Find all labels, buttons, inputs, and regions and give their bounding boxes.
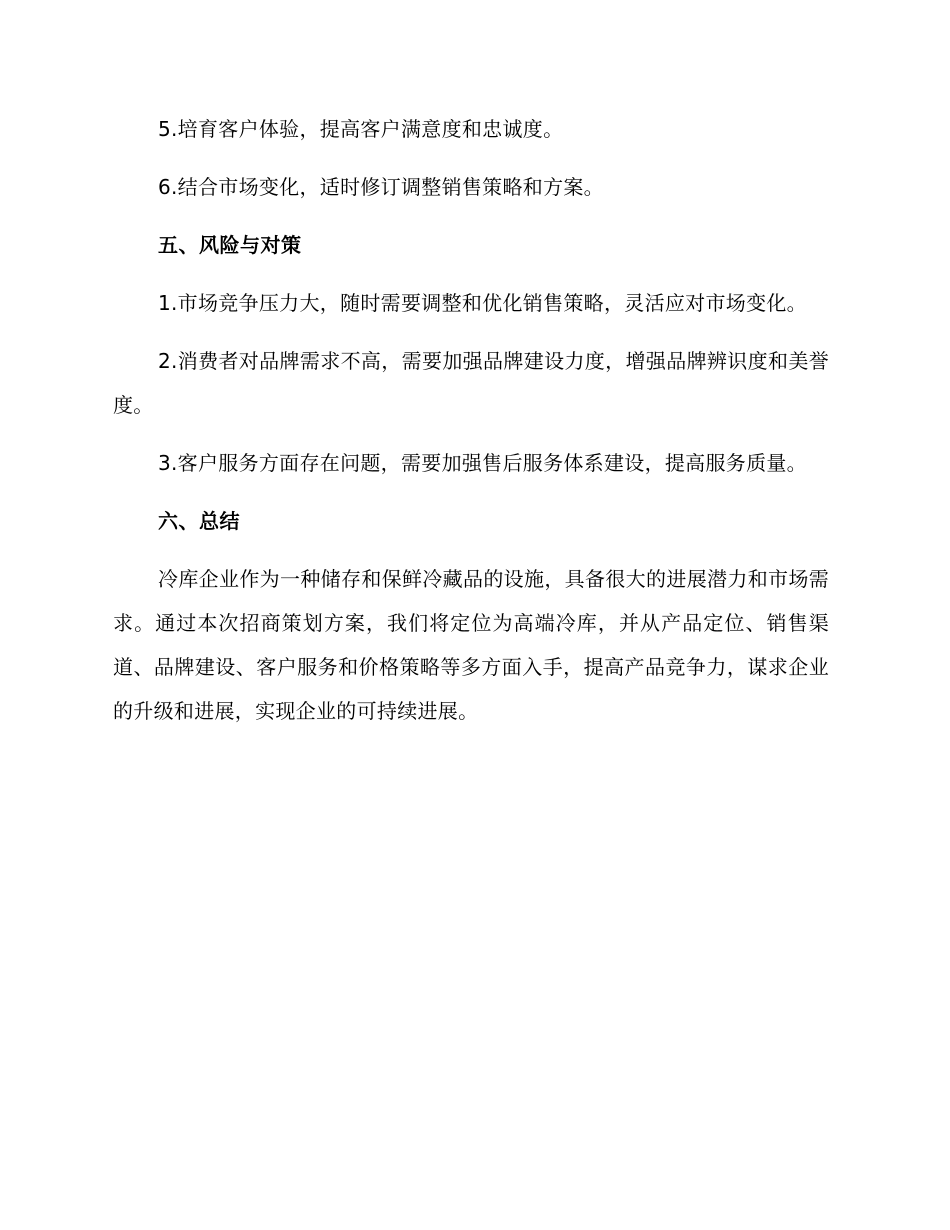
risk-item-1: 1.市场竞争压力大，随时需要调整和优化销售策略，灵活应对市场变化。 [158,291,807,315]
risk-item-2: 2.消费者对品牌需求不高，需要加强品牌建设力度，增强品牌辨识度和美誉度。 [113,349,829,417]
list-item-5: 5.培育客户体验，提高客户满意度和忠诚度。 [158,117,564,141]
list-item-6: 6.结合市场变化，适时修订调整销售策略和方案。 [158,175,604,199]
section-heading-summary: 六、总结 [158,509,240,533]
summary-paragraph: 冷库企业作为一种储存和保鲜冷藏品的设施，具备很大的进展潜力和市场需求。通过本次招商策划方案，我们将定位为高端冷库，并从产品定位、销售渠道、品牌建设、客户服务和价格策略等多方面入手，提高产品竞争力，谋求企业的升级和进展，实现企业的可持续进展。 [113,567,829,723]
risk-item-3: 3.客户服务方面存在问题，需要加强售后服务体系建设，提高服务质量。 [158,451,807,475]
document-body [113,107,829,747]
section-heading-risks: 五、风险与对策 [158,233,302,257]
